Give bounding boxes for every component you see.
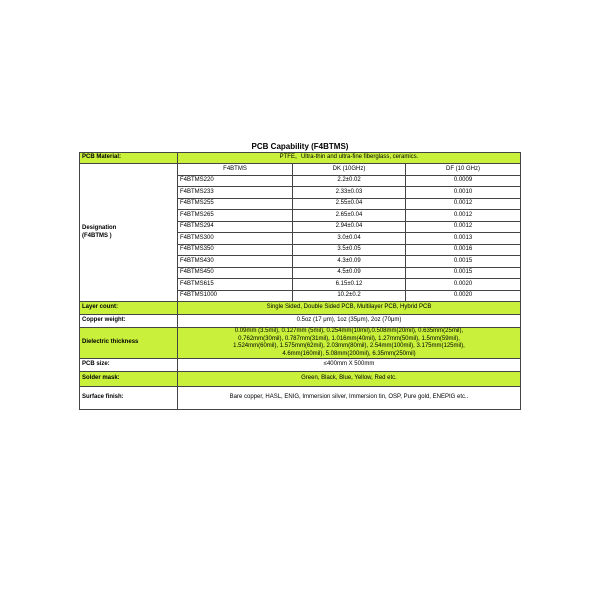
row-solder-mask <box>80 372 521 387</box>
grade-cell: F4BTMS450 <box>178 267 293 279</box>
solder-mask-label: Solder mask: <box>80 372 178 387</box>
solder-mask-value: Green, Black, Blue, Yellow, Red etc. <box>178 372 521 387</box>
df-cell: 0.0013 <box>406 233 521 245</box>
dk-cell: 3.0±0.04 <box>293 233 406 245</box>
dk-cell: 2.65±0.04 <box>293 210 406 222</box>
grade-cell: F4BTMS255 <box>178 198 293 210</box>
dk-cell: 3.5±0.05 <box>293 244 406 256</box>
pcb-size-label: PCB size: <box>80 359 178 372</box>
row-dielectric-thickness <box>80 328 521 359</box>
dk-cell: 2.55±0.04 <box>293 198 406 210</box>
df-cell: 0.0015 <box>406 256 521 268</box>
capability-table <box>79 152 521 410</box>
dk-cell: 2.94±0.04 <box>293 221 406 233</box>
pcb-material-value: PTFE，Ultra-thin and ultra-fine fiberglass, ceramics. <box>178 153 521 164</box>
dielectric-line-2: 0.762mm(30mil), 0.787mm(31mil), 1.016mm(40mil), 1.27mm(50mil), 1.5mm(59mil), <box>238 335 460 342</box>
row-pcb-size <box>80 359 521 372</box>
dk-cell: 6.15±0.12 <box>293 279 406 291</box>
df-cell: 0.0015 <box>406 267 521 279</box>
row-pcb-material <box>80 153 521 164</box>
copper-weight-value: 0.5oz (17 μm), 1oz (35μm), 2oz (70μm) <box>178 315 521 328</box>
dk-cell: 4.3±0.09 <box>293 256 406 268</box>
layer-count-label: Layer count: <box>80 302 178 315</box>
dk-cell: 4.5±0.09 <box>293 267 406 279</box>
grade-cell: F4BTMS1000 <box>178 290 293 302</box>
df-cell: 0.0012 <box>406 221 521 233</box>
grade-cell: F4BTMS220 <box>178 175 293 187</box>
copper-weight-label: Copper weight: <box>80 315 178 328</box>
df-cell: 0.0016 <box>406 244 521 256</box>
designation-header-dk: DK (10GHz) <box>293 164 406 176</box>
grade-cell: F4BTMS430 <box>178 256 293 268</box>
df-cell: 0.0020 <box>406 279 521 291</box>
df-cell: 0.0010 <box>406 187 521 199</box>
designation-label <box>80 164 178 302</box>
dielectric-line-4: 4.6mm(160mil), 5.08mm(200mil), 6.35mm(250mil) <box>282 350 416 357</box>
grade-cell: F4BTMS350 <box>178 244 293 256</box>
designation-header-grade: F4BTMS <box>178 164 293 176</box>
grade-cell: F4BTMS233 <box>178 187 293 199</box>
dk-cell: 2.33±0.03 <box>293 187 406 199</box>
surface-finish-label: Surface finish: <box>80 387 178 410</box>
df-cell: 0.0009 <box>406 175 521 187</box>
row-copper-weight <box>80 315 521 328</box>
grade-cell: F4BTMS300 <box>178 233 293 245</box>
grade-cell: F4BTMS265 <box>178 210 293 222</box>
row-layer-count <box>80 302 521 315</box>
designation-header-df: DF (10 GHz) <box>406 164 521 176</box>
layer-count-value: Single Sided, Double Sided PCB, Multilayer PCB, Hybrid PCB <box>178 302 521 315</box>
pcb-size-value: ≤400mm X 500mm <box>178 359 521 372</box>
page-title: PCB Capability (F4BTMS) <box>251 142 349 151</box>
dk-cell: 2.2±0.02 <box>293 175 406 187</box>
dielectric-line-1: 0.09mm (3.5mil), 0.127mm (5mil), 0.254mm(10mil),0.508mm(20mil), 0.635mm(25mil), <box>234 328 464 334</box>
grade-cell: F4BTMS615 <box>178 279 293 291</box>
row-surface-finish <box>80 387 521 410</box>
df-cell: 0.0012 <box>406 210 521 222</box>
dielectric-line-3: 1.524mm(60mil), 1.575mm(62mil), 2.03mm(80mil), 2.54mm(100mil), 3.175mm(125mil), <box>233 343 465 349</box>
pcb-material-label: PCB Material: <box>80 153 178 164</box>
designation-label-line1: Designation <box>82 225 117 231</box>
designation-header-row <box>80 164 521 176</box>
dielectric-thickness-value <box>178 328 521 359</box>
dk-cell: 10.2±0.2 <box>293 290 406 302</box>
surface-finish-value: Bare copper, HASL, ENIG, Immersion silver, Immersion tin, OSP, Pure gold, ENEPIG etc.. <box>178 387 521 410</box>
grade-cell: F4BTMS294 <box>178 221 293 233</box>
df-cell: 0.0012 <box>406 198 521 210</box>
dielectric-thickness-label: Dielectric thickness <box>80 328 178 359</box>
designation-label-line2: (F4BTMS ) <box>82 232 112 239</box>
df-cell: 0.0020 <box>406 290 521 302</box>
